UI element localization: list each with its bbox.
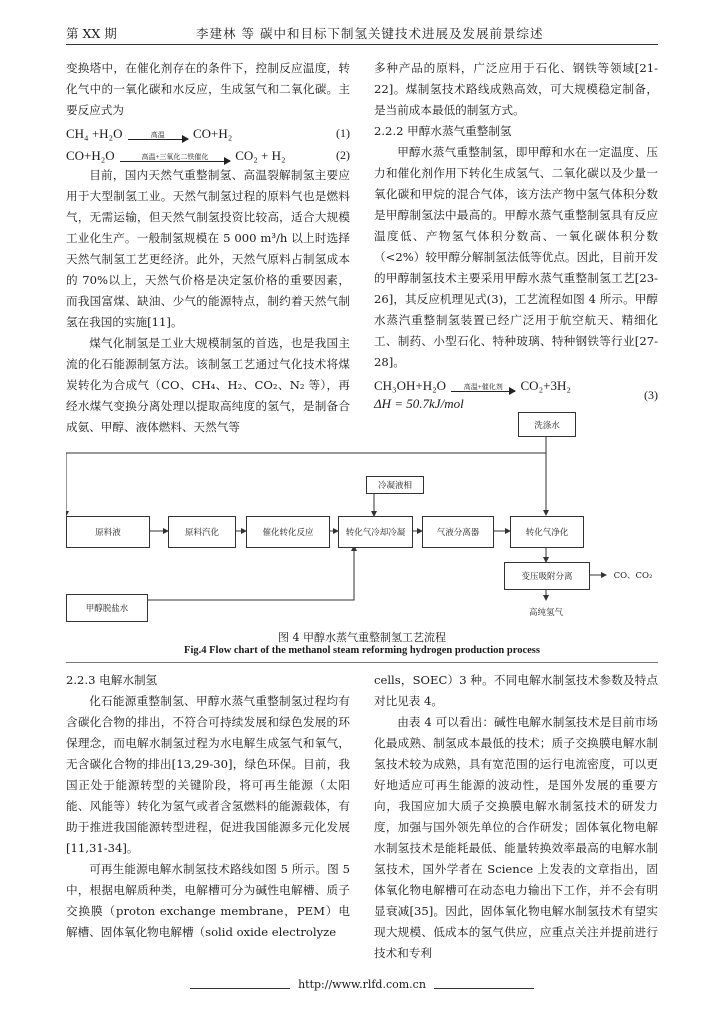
- eq2-rhs: CO₂ + H₂: [235, 148, 286, 163]
- paragraph: 煤气化制氢是工业大规模制氢的首选，也是我国主流的化石能源制氢方法。该制氢工艺通过气化技术将煤炭转化为合成气（CO、CH₄、H₂、CO₂、N₂ 等），再经水煤气变换分离处理以提取高纯度的氢气，是制备合成氨、甲醇、液体燃料、天然气等: [66, 336, 350, 434]
- footer-line-right: [434, 988, 534, 989]
- left-column-top: [66, 58, 350, 438]
- figure-caption-en: Fig.4 Flow chart of the methanol steam reforming hydrogen production process: [184, 645, 540, 656]
- equation-2: [66, 143, 350, 165]
- reaction-arrow: [120, 152, 230, 162]
- eq1-number: (1): [336, 126, 350, 140]
- box-feed: 原料液: [66, 516, 150, 548]
- paragraph: 可再生能源电解水制氢技术路线如图 5 所示。图 5 中，根据电解质种类，电解槽可分为碱性电解槽、质子交换膜（proton exchange membrane，PEM）电解槽、固体氧化物电解槽（solid oxide electrolyze: [66, 862, 350, 939]
- right-column-bottom: [374, 670, 658, 964]
- eq3-condition: 高温+催化剂: [463, 383, 503, 392]
- footer-url: http://www.rlfd.com.cn: [298, 978, 426, 991]
- figure-caption-cn: 图 4 甲醇水蒸气重整制氢工艺流程: [278, 631, 446, 644]
- box-reform: 催化转化反应: [246, 516, 330, 548]
- reaction-arrow: [128, 130, 188, 140]
- equation-1: [66, 121, 350, 143]
- box-wash: 洗涤水: [518, 412, 576, 437]
- box-methanol: 甲醇脱盐水: [66, 594, 148, 622]
- label-out: CO、CO₂: [608, 565, 658, 585]
- eq3-enthalpy: ΔH = 50.7kJ/mol: [374, 396, 464, 411]
- paragraph: cells，SOEC）3 种。不同电解水制氢技术参数及特点对比见表 4。: [374, 673, 658, 708]
- paragraph: 甲醇水蒸气重整制氢，即甲醇和水在一定温度、压力和催化剂作用下转化生成氢气、二氧化碳以及少量一氧化碳和甲烷的混合气体，该方法产物中氢气体积分数是甲醇制氢法中最高的。甲醇水蒸气重整制氢具有反应温度低、产物氢气体积分数高、一氧化碳体积分数（<2%）较甲醇分解制氢法低等优点。因此，目前开发的甲醇制氢技术主要采用甲醇水蒸气重整制氢工艺[23-26]，其反应机理见式(3)，工艺流程如图 4 所示。甲醇水蒸汽重整制氢装置已经广泛用于航空航天、精细化工、制药、小型石化、特种玻璃、特种钢铁等行业[27-28]。: [374, 145, 658, 369]
- box-purify: 转化气净化: [510, 516, 584, 548]
- section-heading: 2.2.3 电解水制氢: [66, 673, 158, 687]
- paragraph: 目前，国内天然气重整制氢、高温裂解制氢主要应用于大型制氢工业。天然气制氢过程的原料气也是燃料气，无需运输，但天然气制氢投资比较高，适合大规模工业化生产。一般制氢规模在 5 000 m³/h 以上时选择天然气制氢工艺更经济。此外，天然气原料占制氢成本的 70%以上，天然气价格是决定氢价格的重要因素，而我国富煤、缺油、少气的能源特点，制约着天然气制氢在我国的实施[11]。: [66, 168, 350, 329]
- paragraph: 化石能源重整制氢、甲醇水蒸气重整制氢过程均有含碳化合物的排出，不符合可持续发展和绿色发展的环保理念，而电解水制氢过程为水电解生成氢气和氧气，无含碳化合物的排出[13,29-30]，绿色环保。目前，我国正处于能源转型的关键阶段，将可再生能源（太阳能、风能等）转化为氢气或者含氢燃料的能源载体，有助于推进我国能源转型进程，促进我国能源多元化发展[11,31-34]。: [66, 694, 350, 855]
- box-condensate: 冷凝液相: [366, 476, 424, 494]
- eq3-lhs: CH₃OH+H₂O: [374, 378, 447, 393]
- issue-number: 第 XX 期: [66, 26, 117, 41]
- eq1-lhs: CH₄ +H₂O: [66, 126, 123, 141]
- eq2-lhs: CO+H₂O: [66, 148, 115, 163]
- box-vaporize: 原料汽化: [168, 516, 236, 548]
- paragraph: 变换塔中，在催化剂存在的条件下，控制反应温度，转化气中的一氧化碳和水反应，生成氢气和二氧化碳。主要反应式为: [66, 61, 350, 117]
- page-header: [66, 22, 658, 45]
- eq1-rhs: CO+H₂: [192, 126, 233, 141]
- section-heading: 2.2.2 甲醇水蒸气重整制氢: [374, 124, 512, 138]
- eq2-condition: 高温+三氧化二铁催化: [141, 153, 209, 162]
- eq2-number: (2): [336, 148, 350, 162]
- right-column-top: [374, 58, 658, 413]
- paragraph: 由表 4 可以看出：碱性电解水制氢技术是目前市场化最成熟、制氢成本最低的技术；质子交换膜电解水制氢技术较为成熟，具有宽范围的运行电流密度，可以更好地适应可再生能源的波动性，是国外发展的重要方向，我国应加大质子交换膜电解水制氢技术的研发力度，加强与国外领先单位的合作研发；固体氧化物电解水制氢技术是能耗最低、能量转换效率最高的电解水制氢技术，国外学者在 Science 上发表的文章指出，固体氧化物电解槽可在动态电力输出下工作，并不会有明显衰减[35]。因此，固体氧化物电解水制氢技术有望实现大规模、低成本的氢气供应，应重点关注并提前进行技术和专利: [374, 715, 658, 960]
- left-column-bottom: [66, 670, 350, 943]
- divider: [66, 662, 658, 663]
- equation-3: [374, 373, 658, 413]
- label-h2: 高纯氢气: [518, 602, 574, 622]
- arrow-methanol: [146, 546, 354, 600]
- arrow-wash-recycle: [66, 453, 546, 516]
- paragraph: 多种产品的原料，广泛应用于石化、钢铁等领域[21-22]。煤制氢技术路线成熟高效，可大规模稳定制备，是当前成本最低的制氢方式。: [374, 61, 658, 117]
- eq3-number: (3): [644, 388, 658, 402]
- flow-chart-figure: [66, 412, 658, 642]
- reaction-arrow: [451, 382, 515, 392]
- box-separator: 气液分离器: [422, 516, 494, 548]
- box-cool: 转化气冷却冷凝: [338, 516, 413, 548]
- box-psa: 变压吸附分离: [504, 562, 590, 590]
- eq1-condition: 高温: [150, 131, 165, 140]
- eq3-rhs: CO₂+3H₂: [520, 378, 571, 393]
- running-title: 李建林 等 碳中和目标下制氢关键技术进展及发展前景综述: [196, 26, 544, 41]
